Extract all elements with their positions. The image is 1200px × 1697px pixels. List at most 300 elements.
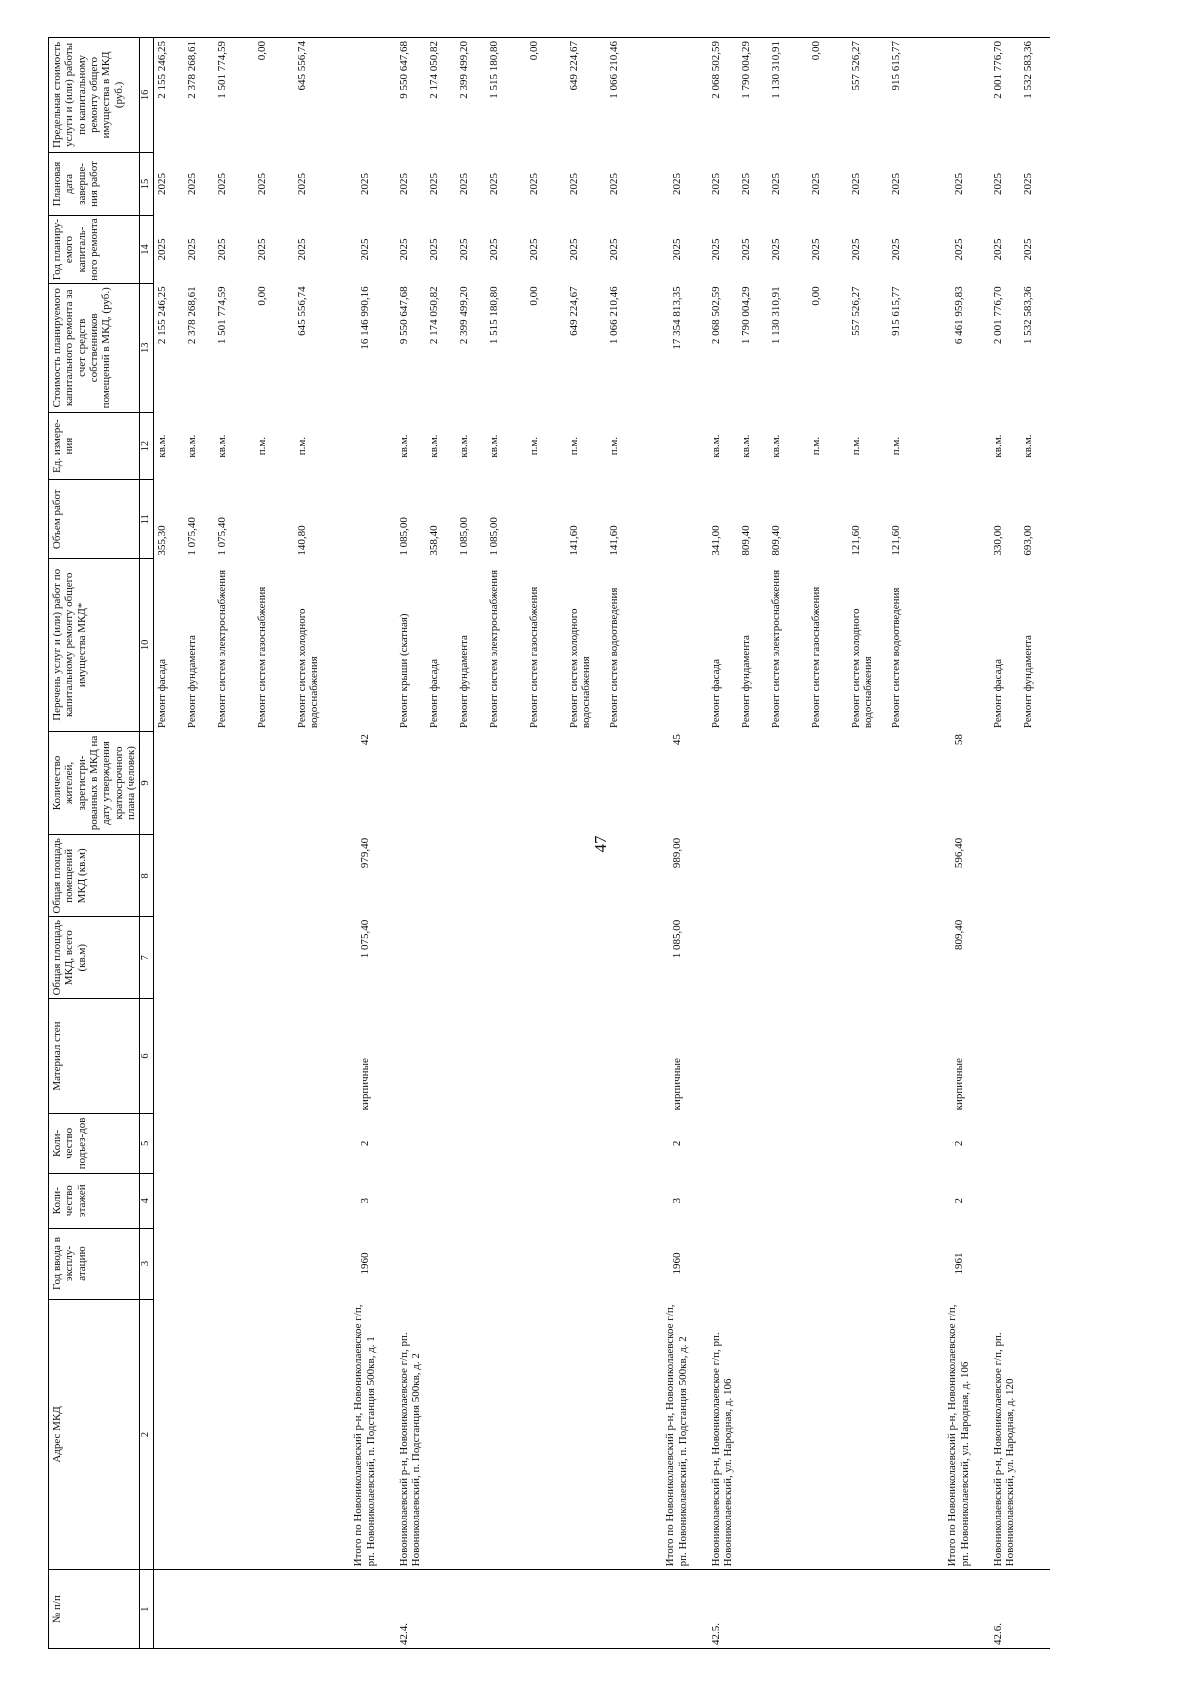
volume-cell: 1 075,40 xyxy=(215,517,228,556)
year-cell xyxy=(888,1228,928,1299)
limit-cost-cell: 557 526,27 xyxy=(848,38,888,153)
limit-cost-cell xyxy=(334,38,396,153)
end-date-cell: 2025 xyxy=(889,172,902,195)
limit-cost-cell: 0,00 xyxy=(254,38,294,153)
plan-year-cell: 2025 xyxy=(809,238,822,261)
rooms-area-cell xyxy=(456,835,486,917)
row-number-cell: 42.6. xyxy=(990,1570,1020,1649)
plan-year-cell: 2025 xyxy=(427,238,440,261)
limit-cost-cell: 1 790 004,29 xyxy=(738,38,768,153)
address-cell: Итого по Новониколаевский р-н, Новониколаевское г/п, рп. Новониколаевский, ул. Народная, д. 106 xyxy=(928,1299,990,1570)
rooms-area-cell xyxy=(708,835,738,917)
wall-material-cell xyxy=(848,999,888,1114)
unit-cell: п.м. xyxy=(809,436,822,456)
entrances-cell xyxy=(254,1113,294,1173)
year-cell xyxy=(526,1228,566,1299)
column-number: 13 xyxy=(140,283,154,412)
plan-year-cell: 2025 xyxy=(215,238,228,261)
floors-cell xyxy=(990,1173,1020,1228)
year-cell xyxy=(566,1228,606,1299)
end-date-cell: 2025 xyxy=(607,172,620,195)
entrances-cell xyxy=(606,1113,646,1173)
work-type-cell: Ремонт систем электроснабжения xyxy=(487,569,500,729)
limit-cost-cell: 0,00 xyxy=(526,38,566,153)
row-number-cell xyxy=(184,1570,214,1649)
end-date-cell: 2025 xyxy=(952,172,965,195)
work-type-cell: Ремонт фасада xyxy=(709,658,722,729)
address-cell xyxy=(214,1299,254,1570)
table-row xyxy=(768,38,808,1649)
limit-cost-cell: 2 068 502,59 xyxy=(708,38,738,153)
cost-cell: 1 532 583,36 xyxy=(1021,286,1034,345)
limit-cost-cell: 915 615,77 xyxy=(888,38,928,153)
year-cell xyxy=(456,1228,486,1299)
wall-material-cell xyxy=(254,999,294,1114)
row-number-cell: 42.5. xyxy=(708,1570,738,1649)
floors-cell xyxy=(606,1173,646,1228)
row-number-cell xyxy=(456,1570,486,1649)
wall-material-cell xyxy=(1020,999,1050,1114)
wall-material-cell xyxy=(486,999,526,1114)
work-type-cell: Ремонт фундамента xyxy=(1021,635,1034,729)
wall-material-cell xyxy=(396,999,426,1114)
total-area-cell xyxy=(738,917,768,999)
year-cell xyxy=(426,1228,456,1299)
limit-cost-cell: 645 556,74 xyxy=(294,38,334,153)
wall-material-cell xyxy=(154,999,184,1114)
volume-cell: 1 085,00 xyxy=(397,517,410,556)
plan-year-cell: 2025 xyxy=(709,238,722,261)
floors-cell xyxy=(154,1173,184,1228)
address-cell: Новониколаевский р-н, Новониколаевское г/п, рп. Новониколаевский, ул. Народная, д. 106 xyxy=(708,1299,738,1570)
total-area-cell xyxy=(214,917,254,999)
entrances-cell xyxy=(396,1113,426,1173)
cost-cell: 1 501 774,59 xyxy=(215,286,228,345)
row-number-cell xyxy=(928,1570,990,1649)
year-cell xyxy=(154,1228,184,1299)
residents-cell: 45 xyxy=(670,734,683,746)
end-date-cell: 2025 xyxy=(397,172,410,195)
unit-cell: кв.м. xyxy=(457,434,470,458)
unit-cell: кв.м. xyxy=(156,434,169,458)
volume-cell xyxy=(334,480,396,559)
header-cell: Год ввода в эксплу-атацию xyxy=(49,1228,140,1299)
address-cell xyxy=(1020,1299,1050,1570)
residents-cell xyxy=(566,731,606,835)
total-area-cell xyxy=(154,917,184,999)
unit-cell: п.м. xyxy=(607,436,620,456)
floors-cell xyxy=(486,1173,526,1228)
residents-cell xyxy=(738,731,768,835)
column-number: 12 xyxy=(140,412,154,480)
column-number: 8 xyxy=(140,835,154,917)
total-area-cell xyxy=(254,917,294,999)
work-type-cell: Ремонт фасада xyxy=(427,658,440,729)
address-cell: Новониколаевский р-н, Новониколаевское г/п, рп. Новониколаевский, п. Подстанция 500кв, д. 2 xyxy=(396,1299,426,1570)
rooms-area-cell xyxy=(848,835,888,917)
limit-cost-cell: 2 378 268,61 xyxy=(184,38,214,153)
volume-cell: 121,60 xyxy=(849,525,862,556)
unit-cell: кв.м. xyxy=(427,434,440,458)
cost-cell: 0,00 xyxy=(255,286,268,306)
entrances-cell: 2 xyxy=(670,1140,683,1147)
end-date-cell: 2025 xyxy=(991,172,1004,195)
wall-material-cell xyxy=(214,999,254,1114)
column-number: 2 xyxy=(140,1299,154,1570)
column-number: 7 xyxy=(140,917,154,999)
plan-year-cell: 2025 xyxy=(889,238,902,261)
table-row xyxy=(486,38,526,1649)
table-row xyxy=(708,38,738,1649)
plan-year-cell: 2025 xyxy=(991,238,1004,261)
column-number: 16 xyxy=(140,38,154,153)
wall-material-cell xyxy=(808,999,848,1114)
row-number-cell xyxy=(526,1570,566,1649)
total-area-cell xyxy=(606,917,646,999)
entrances-cell xyxy=(990,1113,1020,1173)
row-number-cell xyxy=(808,1570,848,1649)
limit-cost-cell: 1 515 180,80 xyxy=(486,38,526,153)
plan-year-cell: 2025 xyxy=(670,238,683,261)
header-cell: Объем работ xyxy=(49,480,140,559)
cost-cell: 1 066 210,46 xyxy=(607,286,620,345)
floors-cell xyxy=(214,1173,254,1228)
volume-cell xyxy=(254,480,294,559)
table-row xyxy=(154,38,184,1649)
residents-cell xyxy=(1020,731,1050,835)
limit-cost-cell: 0,00 xyxy=(808,38,848,153)
row-number-cell xyxy=(888,1570,928,1649)
table-row xyxy=(254,38,294,1649)
cost-cell: 2 001 776,70 xyxy=(991,286,1004,345)
page-number: 47 xyxy=(591,835,610,853)
plan-year-cell: 2025 xyxy=(849,238,862,261)
limit-cost-cell: 1 130 310,91 xyxy=(768,38,808,153)
rooms-area-cell xyxy=(566,835,606,917)
limit-cost-cell: 649 224,67 xyxy=(566,38,606,153)
unit-cell: п.м. xyxy=(849,436,862,456)
table-row xyxy=(566,38,606,1649)
floors-cell xyxy=(768,1173,808,1228)
end-date-cell: 2025 xyxy=(809,172,822,195)
address-cell xyxy=(526,1299,566,1570)
end-date-cell: 2025 xyxy=(487,172,500,195)
year-cell xyxy=(396,1228,426,1299)
year-cell xyxy=(294,1228,334,1299)
unit-cell: кв.м. xyxy=(739,434,752,458)
year-cell xyxy=(214,1228,254,1299)
work-type-cell: Ремонт фасада xyxy=(991,658,1004,729)
cost-cell: 557 526,27 xyxy=(849,286,862,336)
plan-year-cell: 2025 xyxy=(457,238,470,261)
rooms-area-cell xyxy=(1020,835,1050,917)
rooms-area-cell: 596,40 xyxy=(952,837,965,869)
volume-cell: 141,60 xyxy=(567,525,580,556)
end-date-cell: 2025 xyxy=(358,172,371,195)
unit-cell xyxy=(646,412,708,480)
unit-cell: кв.м. xyxy=(397,434,410,458)
work-type-cell: Ремонт систем холодного водоснабжения xyxy=(567,608,592,729)
floors-cell xyxy=(294,1173,334,1228)
column-number: 10 xyxy=(140,559,154,732)
total-area-cell xyxy=(708,917,738,999)
row-number-cell xyxy=(334,1570,396,1649)
wall-material-cell xyxy=(888,999,928,1114)
end-date-cell: 2025 xyxy=(670,172,683,195)
year-cell xyxy=(184,1228,214,1299)
work-type-cell: Ремонт систем холодного водоснабжения xyxy=(295,608,320,729)
year-cell xyxy=(606,1228,646,1299)
cost-cell: 6 461 959,83 xyxy=(952,286,965,345)
floors-cell xyxy=(526,1173,566,1228)
volume-cell: 1 085,00 xyxy=(457,517,470,556)
floors-cell xyxy=(848,1173,888,1228)
total-row xyxy=(928,38,990,1649)
entrances-cell xyxy=(526,1113,566,1173)
work-type-cell: Ремонт систем газоснабжения xyxy=(809,586,822,729)
column-number: 4 xyxy=(140,1173,154,1228)
residents-cell xyxy=(184,731,214,835)
work-type-cell xyxy=(334,559,396,732)
end-date-cell: 2025 xyxy=(457,172,470,195)
limit-cost-cell: 1 532 583,36 xyxy=(1020,38,1050,153)
residents-cell xyxy=(768,731,808,835)
plan-year-cell: 2025 xyxy=(185,238,198,261)
end-date-cell: 2025 xyxy=(1021,172,1034,195)
end-date-cell: 2025 xyxy=(769,172,782,195)
cost-cell: 1 790 004,29 xyxy=(739,286,752,345)
row-number-cell xyxy=(214,1570,254,1649)
work-type-cell: Ремонт систем водоотведения xyxy=(889,587,902,729)
year-cell xyxy=(708,1228,738,1299)
end-date-cell: 2025 xyxy=(255,172,268,195)
column-number: 15 xyxy=(140,152,154,215)
table-row xyxy=(184,38,214,1649)
header-cell: Общая площадь помещений МКД (кв.м) xyxy=(49,835,140,917)
header-cell: Коли-чество подъез-дов xyxy=(49,1113,140,1173)
plan-year-cell: 2025 xyxy=(1021,238,1034,261)
cost-cell: 17 354 813,35 xyxy=(670,286,683,350)
wall-material-cell xyxy=(426,999,456,1114)
rooms-area-cell xyxy=(184,835,214,917)
work-type-cell: Ремонт крыши (скатная) xyxy=(397,613,410,729)
work-type-cell: Ремонт систем электроснабжения xyxy=(215,569,228,729)
plan-year-cell: 2025 xyxy=(739,238,752,261)
wall-material-cell xyxy=(184,999,214,1114)
unit-cell: кв.м. xyxy=(709,434,722,458)
year-cell: 1961 xyxy=(952,1252,965,1275)
volume-cell: 1 075,40 xyxy=(185,517,198,556)
end-date-cell: 2025 xyxy=(185,172,198,195)
table-row xyxy=(456,38,486,1649)
total-area-cell: 1 085,00 xyxy=(670,919,683,959)
header-cell: Перечень услуг и (или) работ по капитальному ремонту общего имущества МКД* xyxy=(49,559,140,732)
rooms-area-cell xyxy=(768,835,808,917)
total-area-cell xyxy=(990,917,1020,999)
rooms-area-cell xyxy=(808,835,848,917)
volume-cell: 140,80 xyxy=(295,525,308,556)
table-row xyxy=(526,38,566,1649)
cost-cell: 16 146 990,16 xyxy=(358,286,371,350)
table-row xyxy=(214,38,254,1649)
work-type-cell xyxy=(646,559,708,732)
address-cell xyxy=(154,1299,184,1570)
floors-cell xyxy=(396,1173,426,1228)
table-row xyxy=(738,38,768,1649)
residents-cell xyxy=(254,731,294,835)
volume-cell: 330,00 xyxy=(991,525,1004,556)
entrances-cell: 2 xyxy=(358,1140,371,1147)
wall-material-cell xyxy=(708,999,738,1114)
unit-cell: п.м. xyxy=(527,436,540,456)
floors-cell xyxy=(738,1173,768,1228)
residents-cell xyxy=(396,731,426,835)
cost-cell: 649 224,67 xyxy=(567,286,580,336)
year-cell xyxy=(486,1228,526,1299)
floors-cell xyxy=(708,1173,738,1228)
total-area-cell xyxy=(848,917,888,999)
plan-year-cell: 2025 xyxy=(567,238,580,261)
residents-cell xyxy=(808,731,848,835)
address-cell xyxy=(848,1299,888,1570)
table-row xyxy=(808,38,848,1649)
total-area-cell: 1 075,40 xyxy=(358,919,371,959)
end-date-cell: 2025 xyxy=(295,172,308,195)
rooms-area-cell xyxy=(990,835,1020,917)
total-area-cell xyxy=(526,917,566,999)
rooms-area-cell xyxy=(526,835,566,917)
cost-cell: 2 155 246,25 xyxy=(156,286,169,345)
header-cell: Общая площадь МКД, всего (кв.м) xyxy=(49,917,140,999)
residents-cell xyxy=(606,731,646,835)
header-cell: № п/п xyxy=(49,1570,140,1649)
table-row xyxy=(606,38,646,1649)
unit-cell: кв.м. xyxy=(487,434,500,458)
row-number-cell xyxy=(254,1570,294,1649)
volume-cell: 341,00 xyxy=(709,525,722,556)
header-cell: Ед. измере-ния xyxy=(49,412,140,480)
plan-year-cell: 2025 xyxy=(295,238,308,261)
entrances-cell xyxy=(708,1113,738,1173)
plan-year-cell: 2025 xyxy=(769,238,782,261)
end-date-cell: 2025 xyxy=(709,172,722,195)
address-cell xyxy=(808,1299,848,1570)
residents-cell: 58 xyxy=(952,734,965,746)
rooms-area-cell: 979,40 xyxy=(358,837,371,869)
limit-cost-cell: 2 155 246,25 xyxy=(154,38,184,153)
column-number: 11 xyxy=(140,480,154,559)
volume-cell: 693,00 xyxy=(1021,525,1034,556)
work-type-cell: Ремонт систем газоснабжения xyxy=(527,586,540,729)
end-date-cell: 2025 xyxy=(427,172,440,195)
year-cell xyxy=(738,1228,768,1299)
entrances-cell xyxy=(486,1113,526,1173)
unit-cell: кв.м. xyxy=(991,434,1004,458)
year-cell xyxy=(990,1228,1020,1299)
residents-cell xyxy=(456,731,486,835)
total-area-cell xyxy=(184,917,214,999)
total-area-cell xyxy=(566,917,606,999)
unit-cell: кв.м. xyxy=(769,434,782,458)
row-number-cell xyxy=(1020,1570,1050,1649)
entrances-cell xyxy=(888,1113,928,1173)
table-row xyxy=(848,38,888,1649)
end-date-cell: 2025 xyxy=(567,172,580,195)
volume-cell xyxy=(928,480,990,559)
address-cell xyxy=(768,1299,808,1570)
residents-cell xyxy=(990,731,1020,835)
entrances-cell xyxy=(214,1113,254,1173)
address-cell: Итого по Новониколаевский р-н, Новониколаевское г/п, рп. Новониколаевский, п. Подстанция 500кв, д. 1 xyxy=(334,1299,396,1570)
volume-cell: 141,60 xyxy=(607,525,620,556)
rooms-area-cell xyxy=(738,835,768,917)
header-cell: Стоимость планируемого капитального ремонта за счет средств собственников помещений в МКД, (руб.) xyxy=(49,283,140,412)
limit-cost-cell xyxy=(646,38,708,153)
wall-material-cell xyxy=(566,999,606,1114)
header-cell: Адрес МКД xyxy=(49,1299,140,1570)
floors-cell xyxy=(808,1173,848,1228)
total-row xyxy=(646,38,708,1649)
limit-cost-cell xyxy=(928,38,990,153)
capital-repair-table xyxy=(48,37,1050,1649)
cost-cell: 645 556,74 xyxy=(295,286,308,336)
plan-year-cell: 2025 xyxy=(607,238,620,261)
residents-cell xyxy=(154,731,184,835)
rooms-area-cell xyxy=(294,835,334,917)
cost-cell: 915 615,77 xyxy=(889,286,902,336)
unit-cell: кв.м. xyxy=(215,434,228,458)
unit-cell: п.м. xyxy=(567,436,580,456)
total-area-cell xyxy=(486,917,526,999)
unit-cell: п.м. xyxy=(295,436,308,456)
limit-cost-cell: 2 399 499,20 xyxy=(456,38,486,153)
row-number-cell xyxy=(294,1570,334,1649)
row-number-cell: 42.4. xyxy=(396,1570,426,1649)
rooms-area-cell xyxy=(214,835,254,917)
work-type-cell: Ремонт систем газоснабжения xyxy=(255,586,268,729)
cost-cell: 0,00 xyxy=(527,286,540,306)
wall-material-cell xyxy=(456,999,486,1114)
year-cell: 1960 xyxy=(358,1252,371,1275)
address-cell xyxy=(426,1299,456,1570)
address-cell xyxy=(486,1299,526,1570)
end-date-cell: 2025 xyxy=(156,172,169,195)
total-row xyxy=(334,38,396,1649)
cost-cell: 2 399 499,20 xyxy=(457,286,470,345)
wall-material-cell xyxy=(606,999,646,1114)
residents-cell xyxy=(708,731,738,835)
entrances-cell xyxy=(426,1113,456,1173)
table-row xyxy=(396,38,426,1649)
floors-cell: 2 xyxy=(952,1197,965,1204)
end-date-cell: 2025 xyxy=(527,172,540,195)
unit-cell xyxy=(334,412,396,480)
year-cell xyxy=(1020,1228,1050,1299)
total-area-cell xyxy=(808,917,848,999)
column-number: 5 xyxy=(140,1113,154,1173)
rooms-area-cell xyxy=(606,835,646,917)
table-row xyxy=(1020,38,1050,1649)
header-cell: Материал стен xyxy=(49,999,140,1114)
residents-cell xyxy=(294,731,334,835)
address-cell xyxy=(254,1299,294,1570)
row-number-cell xyxy=(848,1570,888,1649)
work-type-cell: Ремонт фундамента xyxy=(185,635,198,729)
rooms-area-cell xyxy=(486,835,526,917)
cost-cell: 9 550 647,68 xyxy=(397,286,410,345)
work-type-cell: Ремонт систем электроснабжения xyxy=(769,569,782,729)
header-cell: Плановая дата заверше-ния работ xyxy=(49,152,140,215)
